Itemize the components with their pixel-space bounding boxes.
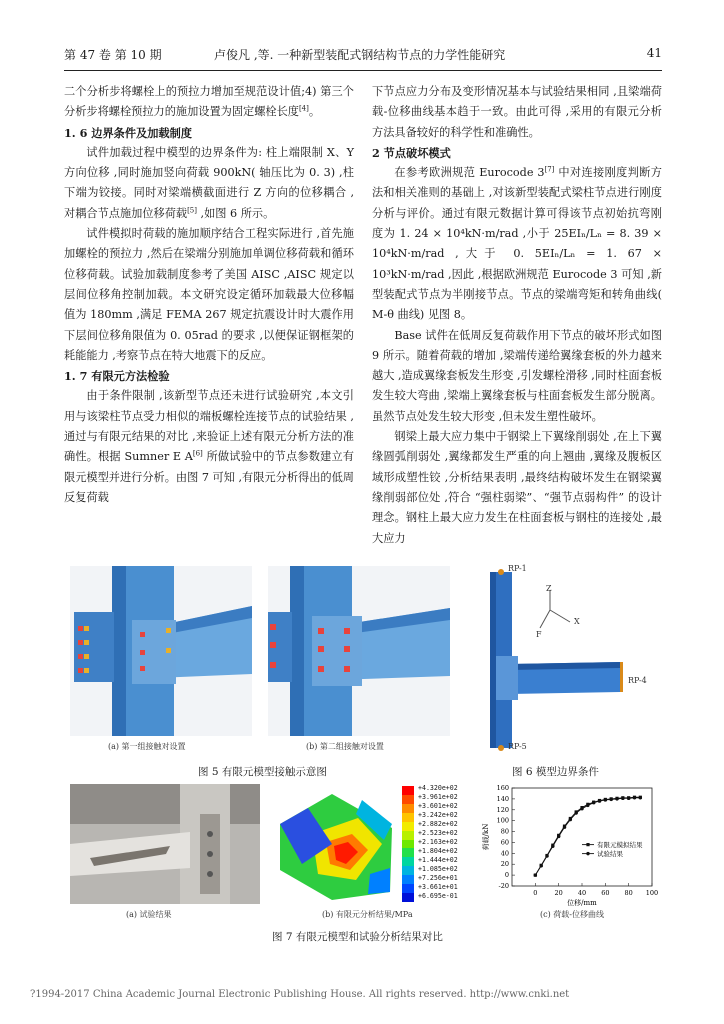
citation-4[interactable]: [4]: [298, 104, 309, 113]
para-stiffness: 在参考欧洲规范 Eurocode 3[7] 中对连接刚度判断方法和相关准则的基础上 ,对该新型装配式梁柱节点进行刚度分析与评价。通过有限元数据计算可得该节点初始抗弯刚度为 1. 24 × 10⁴kN·m/rad ,小于 25EIₙ/Lₙ = 8. 39 × 10⁴kN·m/rad ,大于 0. 5EIₙ/Lₙ = 1. 67 × 10³kN·m/rad ,因此 ,根据欧洲规范 Eurocode 3 可知 ,新型装配式节点为半刚接节点。节点的梁端弯矩和转角曲线( M-θ 曲线) 见图 8。: [372, 165, 662, 322]
data-point-test: [627, 797, 630, 800]
legend-value: +1.085e+02: [418, 865, 458, 873]
axis-x-label: X: [574, 617, 580, 626]
para-analysis-steps: 二个分析步将螺栓上的预拉力增加至规范设计值;4) 第三个分析步将螺栓预拉力的施加设置为固定螺栓长度[4]。: [64, 85, 354, 119]
data-point-test: [569, 818, 572, 821]
right-column: [372, 82, 662, 549]
legend-value: +2.523e+02: [418, 829, 458, 837]
left-column: [64, 82, 354, 508]
legend-label: 有限元模拟结果: [597, 841, 643, 850]
y-tick-label: 120: [496, 805, 509, 814]
y-tick-label: 40: [500, 849, 509, 858]
x-tick-label: 60: [601, 889, 610, 897]
copyright-footer: ?1994-2017 China Academic Journal Electronic Publishing House. All rights reserved. http://www.cnki.net: [30, 989, 570, 1000]
legend-swatch: [402, 831, 414, 840]
para-fem-agreement: 下节点应力分布及变形情况基本与试验结果相同 ,且梁端荷载-位移曲线基本趋于一致。由此可得 ,采用的有限元分析方法具备较好的科学性和准确性。: [372, 85, 662, 139]
para-boundary: 试件加载过程中模型的边界条件为: 柱上端限制 X、Y 方向位移 ,同时施加竖向荷载 900kN( 轴压比为 0. 3) ,柱下端为铰接。同时对梁端横截面进行 Z 方向的位移耦合 ,对耦合节点施加位移荷载[5] ,如图 6 所示。: [64, 145, 354, 220]
legend-swatch: [402, 875, 414, 884]
legend-swatch: [402, 795, 414, 804]
data-point-test: [580, 807, 583, 810]
data-point-test: [545, 854, 548, 857]
fig5a-label: (a) 第一组接触对设置: [108, 742, 186, 751]
legend-swatch: [402, 857, 414, 866]
citation-6[interactable]: [6]: [192, 449, 203, 458]
y-tick-label: -20: [498, 882, 509, 890]
y-tick-label: 140: [496, 794, 509, 803]
fig7c-label: (c) 荷载-位移曲线: [540, 910, 604, 919]
legend-value: +3.601e+02: [418, 802, 458, 810]
page-number: 41: [646, 46, 662, 60]
legend-swatch: [402, 866, 414, 875]
data-point-test: [615, 797, 618, 800]
legend-marker: [586, 852, 589, 855]
y-tick-label: 60: [500, 838, 509, 847]
para-fem-check: 由于条件限制 ,该新型节点还未进行试验研究 ,本文引用与该梁柱节点受力相似的端板螺栓连接节点的试验结果 ,通过与有限元结果的对比 ,来验证上述有限元分析方法的准确性。根据 Sumner E A[6] 所做试验中的节点参数建立有限元模型并进行分析。由图 7 可知 ,有限元分析得出的低周反复荷载: [64, 389, 354, 504]
section-1-7-heading: 1. 7 有限元方法检验: [64, 369, 170, 384]
fig7b-legend: [402, 786, 472, 904]
legend-value: +7.256e+01: [418, 874, 458, 882]
data-point-test: [604, 798, 607, 801]
y-tick-label: 0: [504, 871, 509, 880]
x-axis-label: 位移/mm: [567, 899, 597, 906]
x-tick-label: 80: [624, 889, 633, 897]
legend-swatch: [402, 813, 414, 822]
rp5-label: RP-5: [508, 742, 527, 751]
data-point-test: [563, 826, 566, 829]
legend-swatch: [402, 893, 414, 902]
x-tick-label: 0: [533, 889, 538, 897]
legend-swatch: [402, 848, 414, 857]
data-point-test: [534, 873, 537, 876]
section-2-heading: 2 节点破坏模式: [372, 145, 451, 160]
running-header: [64, 46, 662, 66]
legend-value: +3.661e+01: [418, 883, 458, 891]
legend-value: +3.242e+02: [418, 811, 458, 819]
axis-z-label: Z: [546, 584, 552, 593]
data-point-test: [574, 811, 577, 814]
y-tick-label: 20: [500, 860, 509, 869]
x-tick-label: 100: [645, 889, 659, 897]
fig7-caption: 图 7 有限元模型和试验分析结果对比: [272, 931, 443, 943]
legend-swatch: [402, 884, 414, 893]
data-point-test: [621, 797, 624, 800]
fig5b-image: [268, 566, 450, 736]
data-point-test: [598, 799, 601, 802]
fig7b-label: (b) 有限元分析结果/MPa: [322, 910, 413, 919]
legend-swatch: [402, 822, 414, 831]
legend-value: +1.444e+02: [418, 856, 458, 864]
fig7b-contour: [272, 784, 400, 904]
x-tick-label: 40: [577, 889, 587, 897]
legend-value: +2.882e+02: [418, 820, 458, 828]
legend-value: +4.320e+02: [418, 784, 458, 792]
data-point-test: [609, 798, 612, 801]
x-tick-label: 20: [554, 889, 563, 897]
legend-value: +2.163e+02: [418, 838, 458, 846]
y-tick-label: 160: [496, 784, 509, 792]
plot-frame: [512, 788, 652, 886]
data-point-test: [592, 801, 595, 804]
fig5-caption: 图 5 有限元模型接触示意图: [198, 766, 327, 778]
fig5b-label: (b) 第二组接触对设置: [306, 742, 384, 751]
rp4-label: RP-4: [628, 676, 647, 685]
legend-marker: [586, 843, 589, 846]
citation-5[interactable]: [5]: [187, 206, 197, 215]
y-tick-label: 80: [500, 827, 509, 836]
data-point-test: [551, 845, 554, 848]
data-point-test: [557, 835, 560, 838]
legend-swatch: [402, 840, 414, 849]
section-1-6-heading: 1. 6 边界条件及加载制度: [64, 125, 192, 140]
y-tick-label: 100: [496, 816, 509, 825]
data-point-test: [586, 804, 589, 807]
series-line-0: [535, 797, 640, 875]
header-rule: [64, 70, 662, 71]
load-displacement-chart: [480, 782, 660, 906]
para-failure-mode: Base 试件在低周反复荷载作用下节点的破坏形式如图 9 所示。随着荷载的增加 ,梁端传递给翼缘套板的外力越来越大 ,造成翼缘套板发生形变 ,引发螺栓滑移 ,同时柱面套板发生较大弯曲 ,梁端上翼缘套板与柱面套板发生部分脱离。虽然节点处发生较大形变 ,但未发生塑性破坏。: [372, 328, 662, 423]
journal-issue: 第 47 卷 第 10 期: [64, 48, 162, 62]
legend-value: +3.961e+02: [418, 793, 458, 801]
data-point-test: [639, 796, 642, 799]
fig6-image: [470, 560, 670, 752]
legend-swatch: [402, 786, 414, 795]
rp1-label: RP-1: [508, 564, 527, 573]
axis-f-label: F: [536, 630, 542, 639]
data-point-test: [633, 796, 636, 799]
fig7a-photo: [70, 784, 260, 904]
legend-swatch: [402, 804, 414, 813]
para-loading: 试件模拟时荷载的施加顺序结合工程实际进行 ,首先施加螺栓的预拉力 ,然后在梁端分别施加单调位移荷载和循环位移荷载。试验加载制度参考了美国 AISC ,AISC 规定以层间位移角控制加载。本文研究设定循环加载最大位移幅值为 180mm ,满足 FEMA 267 规定抗震设计时大震作用下层间位移角限值为 0. 05rad 的要求 ,以便保证钢框架的耗能能力 ,考察节点在特大地震下的反应。: [64, 227, 354, 362]
article-short-title: 卢俊凡 ,等. 一种新型装配式钢结构节点的力学性能研究: [214, 48, 506, 62]
fig5a-image: [70, 566, 252, 736]
legend-value: +6.695e-01: [418, 892, 458, 900]
series-line-1: [535, 798, 640, 875]
y-axis-label: 荷载/kN: [482, 823, 490, 851]
legend-label: 试验结果: [597, 850, 623, 859]
citation-7[interactable]: [7]: [544, 165, 555, 174]
fig7a-label: (a) 试验结果: [126, 910, 172, 919]
data-point-test: [539, 864, 542, 867]
legend-value: +1.804e+02: [418, 847, 458, 855]
fig6-caption: 图 6 模型边界条件: [512, 766, 599, 778]
para-stress: 钢梁上最大应力集中于钢梁上下翼缘削弱处 ,在上下翼缘圆弧削弱处 ,翼缘都发生严重的向上翘曲 ,翼缘及腹板区域形成塑性铰 ,分析结果表明 ,最终结构破坏发生在钢梁翼缘削弱部位处 ,符合 “强柱弱梁”、“强节点弱构件” 的设计理念。钢柱上最大应力发生在柱面套板与钢柱的连接处 ,最大应力: [372, 430, 662, 545]
